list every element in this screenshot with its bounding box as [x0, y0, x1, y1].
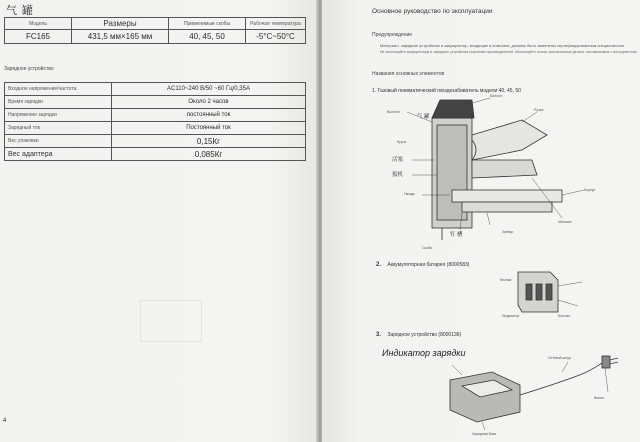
gun-label-cn: 扳机: [392, 172, 404, 178]
gun-label: Курок: [397, 140, 407, 144]
charger-value: постоянный ток: [112, 109, 306, 122]
battery-label: Индикатор: [502, 314, 520, 318]
item-number: 1.: [372, 88, 377, 94]
section-label: Зарядное устройство: [4, 66, 54, 72]
gun-label: Ручка: [534, 108, 544, 112]
charger-label: Вилка: [594, 396, 604, 400]
charger-label: Зарядный ток: [5, 122, 112, 135]
spec-cell-staples: 40, 45, 50: [169, 30, 246, 44]
charger-illustration: [450, 356, 618, 430]
spec-table: [4, 17, 306, 44]
spec-cell-size: 431,5 мм×165 мм: [72, 30, 169, 44]
page-title: 气 罐: [6, 5, 35, 17]
faint-show-through: [140, 300, 202, 342]
item-battery: [376, 262, 469, 268]
illustrations: [322, 0, 640, 442]
table-row: [5, 148, 306, 161]
table-row: [5, 109, 306, 122]
nailer-illustration: [407, 98, 584, 240]
battery-label: Кнопка: [500, 278, 512, 282]
warning-text-1: Материал, зарядное устройство и аккумулятор, входящие в комплект, должны быть заменены сертифицированным специалистом.: [380, 43, 625, 48]
gun-label-cn: 气 罐: [417, 114, 430, 120]
item-number: 2.: [376, 262, 382, 268]
charger-label: Зарядная база: [472, 432, 497, 436]
gun-label: Гвоздь: [404, 192, 415, 196]
spec-header-size: Размеры: [72, 18, 169, 30]
gun-label: Магазин: [558, 220, 572, 224]
spec-header-model: Модель: [5, 18, 72, 30]
charger-value: Постоянный ток: [112, 122, 306, 135]
spec-header-temp: Рабочая температура: [246, 18, 306, 30]
spec-header-staples: Применимые скобы: [169, 18, 246, 30]
charger-value: 0,085Кг: [112, 148, 306, 161]
table-row: [5, 83, 306, 96]
gun-label: Корпус: [584, 188, 596, 192]
charger-label: Вес упаковки: [5, 135, 112, 148]
gun-label: Затвор: [502, 230, 514, 234]
gun-label: Скоба: [422, 246, 432, 250]
page-number: 4: [3, 418, 7, 424]
item-text: Зарядное устройство (8000136): [387, 332, 462, 338]
charger-label: Сетевой шнур: [548, 356, 571, 360]
charge-indicator-label: Индикатор зарядки: [382, 348, 466, 358]
gun-label: Баллон: [490, 94, 503, 98]
spec-cell-temp: -5°C~50°C: [246, 30, 306, 44]
table-row: [5, 135, 306, 148]
gun-label-cn: 钉 槽: [450, 232, 463, 238]
gun-label: Выхлоп: [387, 110, 400, 114]
item-text: Газовый пневматический гвоздезабиватель модели 40, 45, 50: [377, 88, 521, 94]
item-charger: [376, 332, 461, 338]
charger-label: Вес адаптера: [5, 148, 112, 161]
charger-table: [4, 82, 306, 161]
left-page: [0, 0, 318, 442]
table-row: [5, 122, 306, 135]
table-row: [5, 96, 306, 109]
gun-label-cn: 活塞: [392, 157, 404, 163]
section-title: Основное руководство по эксплуатации: [372, 8, 493, 15]
warning-title: Предупреждение: [372, 32, 413, 38]
battery-label: Контакт: [558, 314, 571, 318]
warning-text-2: Не используйте аккумуляторы и зарядные устройства сторонних производителей. Используйте только оригинальные детали, поставляемые с инструментом.: [380, 50, 638, 54]
charger-label: Время зарядки: [5, 96, 112, 109]
item-number: 3.: [376, 332, 382, 338]
charger-value: 0,15Кг: [112, 135, 306, 148]
battery-illustration: [518, 272, 582, 312]
charger-value: Около 2 часов: [112, 96, 306, 109]
components-heading: Названия основных элементов: [372, 71, 445, 77]
spec-cell-model: FC165: [5, 30, 72, 44]
charger-value: AC110~240 В/50 ~60 Гц/0,35A: [112, 83, 306, 96]
charger-label: Напряжение зарядки: [5, 109, 112, 122]
item-text: Аккумуляторная батарея (8000583): [387, 262, 470, 268]
right-page: [322, 0, 640, 442]
charger-label: Входное напряжение/частота: [5, 83, 112, 96]
